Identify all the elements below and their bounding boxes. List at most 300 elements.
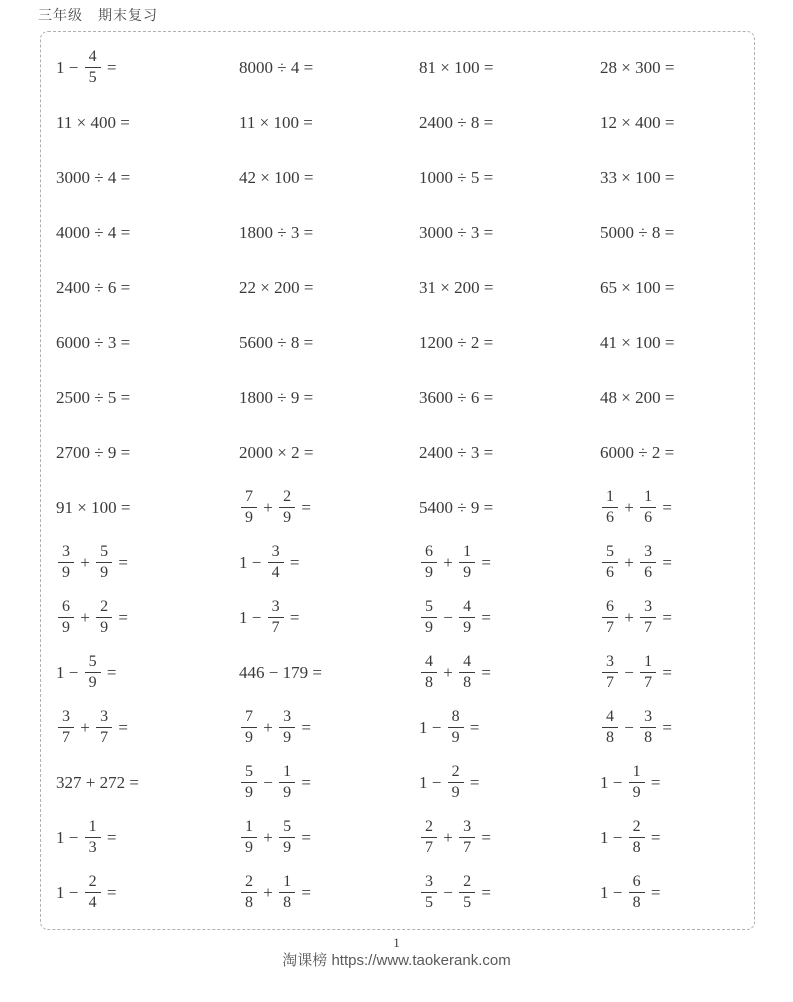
fraction — [279, 763, 295, 803]
fraction — [279, 708, 295, 748]
math-text: 1 − — [419, 772, 446, 792]
math-text: 1 − — [600, 827, 627, 847]
problem-11-1 — [56, 590, 239, 645]
fraction-numerator: 3 — [640, 598, 656, 618]
fraction-numerator: 2 — [459, 873, 475, 893]
fraction-denominator: 7 — [62, 729, 70, 746]
fraction-denominator: 8 — [632, 839, 641, 856]
fraction — [58, 543, 74, 583]
math-text: 1 − — [56, 827, 83, 847]
math-text: = — [477, 827, 491, 847]
problem-12-3 — [419, 645, 600, 700]
math-text: 8000 ÷ 4 = — [239, 57, 314, 77]
math-text: = — [477, 882, 491, 902]
fraction-denominator: 8 — [644, 729, 653, 746]
problem-10-4 — [600, 535, 754, 590]
problem-12-2 — [239, 645, 419, 700]
math-text: − — [439, 607, 458, 627]
fraction-numerator: 2 — [421, 818, 437, 838]
math-text: 327 + 272 = — [56, 772, 139, 792]
fraction — [58, 598, 74, 638]
fraction — [629, 873, 645, 913]
fraction-denominator: 9 — [100, 564, 109, 581]
problem-15-1 — [56, 810, 239, 865]
fraction-denominator: 9 — [283, 729, 292, 746]
fraction-denominator: 7 — [606, 619, 614, 636]
fraction-numerator: 6 — [602, 598, 618, 618]
fraction-numerator: 5 — [279, 818, 295, 838]
math-text: 31 × 200 = — [419, 277, 494, 297]
problem-6-4 — [600, 315, 754, 370]
problem-14-4 — [600, 755, 754, 810]
fraction-numerator: 1 — [640, 488, 656, 508]
fraction-numerator: 3 — [640, 708, 656, 728]
fraction-numerator: 4 — [459, 598, 475, 618]
fraction — [96, 708, 112, 748]
problem-7-4 — [600, 370, 754, 425]
problem-1-2 — [239, 40, 419, 95]
fraction-denominator: 9 — [245, 839, 253, 856]
fraction-numerator: 1 — [602, 488, 618, 508]
math-text: 2400 ÷ 8 = — [419, 112, 494, 132]
fraction-numerator: 1 — [629, 763, 645, 783]
math-text: = — [477, 552, 491, 572]
problem-13-2 — [239, 700, 419, 755]
math-text: = — [646, 882, 661, 902]
fraction-denominator: 6 — [644, 564, 653, 581]
problem-4-2 — [239, 205, 419, 260]
problem-8-1 — [56, 425, 239, 480]
math-text: 1 − — [56, 662, 83, 682]
math-text: 41 × 100 = — [600, 332, 675, 352]
fraction-numerator: 1 — [241, 818, 257, 838]
fraction — [241, 818, 257, 858]
math-text: + — [259, 882, 278, 902]
fraction — [421, 543, 437, 583]
fraction-numerator: 6 — [629, 873, 645, 893]
fraction-numerator: 3 — [459, 818, 475, 838]
problem-9-1 — [56, 480, 239, 535]
problem-16-4 — [600, 865, 754, 920]
math-text: 6000 ÷ 3 = — [56, 332, 131, 352]
math-text: = — [658, 717, 672, 737]
math-text: = — [477, 607, 491, 627]
fraction-numerator: 3 — [268, 543, 284, 563]
fraction — [602, 543, 618, 583]
math-text: 2700 ÷ 9 = — [56, 442, 131, 462]
fraction-numerator: 3 — [640, 543, 656, 563]
math-text: = — [465, 717, 480, 737]
page-number: 1 — [393, 935, 400, 950]
fraction — [58, 708, 74, 748]
math-text: 446 − 179 = — [239, 662, 322, 682]
fraction-numerator: 1 — [640, 653, 656, 673]
fraction-numerator: 5 — [85, 653, 101, 673]
fraction — [459, 543, 475, 583]
fraction-denominator: 5 — [425, 894, 433, 911]
fraction — [85, 48, 101, 88]
problem-15-4 — [600, 810, 754, 865]
fraction-numerator: 7 — [241, 708, 257, 728]
problem-6-1 — [56, 315, 239, 370]
problem-4-3 — [419, 205, 600, 260]
fraction-numerator: 6 — [421, 543, 437, 563]
math-text: 5000 ÷ 8 = — [600, 222, 675, 242]
math-text: 42 × 100 = — [239, 167, 314, 187]
fraction-denominator: 9 — [283, 839, 292, 856]
math-text: 1 − — [56, 882, 83, 902]
problem-13-4 — [600, 700, 754, 755]
fraction-denominator: 9 — [425, 564, 433, 581]
math-text: 91 × 100 = — [56, 497, 131, 517]
math-text: = — [658, 662, 672, 682]
math-text: 11 × 400 = — [56, 112, 130, 132]
fraction-numerator: 7 — [241, 488, 257, 508]
problem-1-1 — [56, 40, 239, 95]
fraction-denominator: 7 — [606, 674, 614, 691]
math-text: 1 − — [600, 772, 627, 792]
problem-12-1 — [56, 645, 239, 700]
math-text: + — [76, 552, 95, 572]
math-text: 28 × 300 = — [600, 57, 675, 77]
problem-5-3 — [419, 260, 600, 315]
fraction — [241, 873, 257, 913]
fraction-numerator: 8 — [448, 708, 464, 728]
fraction-denominator: 3 — [88, 839, 97, 856]
problem-2-1 — [56, 95, 239, 150]
fraction-numerator: 4 — [85, 48, 101, 68]
fraction — [602, 488, 618, 528]
fraction — [279, 818, 295, 858]
fraction-denominator: 9 — [425, 619, 433, 636]
problem-6-2 — [239, 315, 419, 370]
math-text: 3000 ÷ 4 = — [56, 167, 131, 187]
fraction-numerator: 3 — [58, 543, 74, 563]
fraction-numerator: 3 — [279, 708, 295, 728]
problem-14-1 — [56, 755, 239, 810]
fraction-denominator: 7 — [100, 729, 109, 746]
fraction — [459, 818, 475, 858]
page-title: 三年级 期末复习 — [38, 9, 158, 24]
fraction — [85, 818, 101, 858]
fraction-numerator: 4 — [421, 653, 437, 673]
math-text: + — [439, 662, 458, 682]
fraction — [268, 598, 284, 638]
fraction — [421, 818, 437, 858]
fraction — [241, 708, 257, 748]
math-text: 2400 ÷ 3 = — [419, 442, 494, 462]
math-text: = — [646, 772, 661, 792]
fraction-denominator: 9 — [245, 509, 253, 526]
problem-3-1 — [56, 150, 239, 205]
math-text: + — [439, 552, 458, 572]
problem-10-2 — [239, 535, 419, 590]
fraction-numerator: 4 — [602, 708, 618, 728]
fraction — [602, 598, 618, 638]
problem-9-2 — [239, 480, 419, 535]
fraction-denominator: 6 — [606, 564, 614, 581]
fraction — [602, 708, 618, 748]
math-text: 1000 ÷ 5 = — [419, 167, 494, 187]
math-text: − — [620, 662, 639, 682]
problem-3-3 — [419, 150, 600, 205]
problem-4-4 — [600, 205, 754, 260]
fraction-denominator: 8 — [245, 894, 253, 911]
fraction-denominator: 9 — [451, 784, 460, 801]
math-text: = — [102, 827, 117, 847]
fraction-numerator: 1 — [459, 543, 475, 563]
fraction-numerator: 5 — [602, 543, 618, 563]
fraction-numerator: 6 — [58, 598, 74, 618]
math-text: 2400 ÷ 6 = — [56, 277, 131, 297]
problem-5-1 — [56, 260, 239, 315]
fraction-numerator: 2 — [279, 488, 295, 508]
problems-box — [40, 31, 755, 930]
problem-2-3 — [419, 95, 600, 150]
problem-6-3 — [419, 315, 600, 370]
fraction-denominator: 5 — [463, 894, 472, 911]
math-text: + — [620, 552, 639, 572]
math-text: 81 × 100 = — [419, 57, 494, 77]
fraction-denominator: 7 — [425, 839, 433, 856]
math-text: + — [76, 717, 95, 737]
fraction-numerator: 2 — [85, 873, 101, 893]
problem-3-4 — [600, 150, 754, 205]
math-text: = — [102, 57, 117, 77]
problem-5-2 — [239, 260, 419, 315]
fraction-numerator: 5 — [241, 763, 257, 783]
fraction-denominator: 9 — [62, 619, 70, 636]
math-text: − — [259, 772, 278, 792]
math-text: = — [102, 662, 117, 682]
fraction-denominator: 9 — [283, 509, 292, 526]
fraction — [421, 653, 437, 693]
fraction-numerator: 4 — [459, 653, 475, 673]
fraction-denominator: 4 — [88, 894, 97, 911]
problem-8-3 — [419, 425, 600, 480]
math-text: 6000 ÷ 2 = — [600, 442, 675, 462]
math-text: 1 − — [239, 607, 266, 627]
fraction — [640, 598, 656, 638]
problem-14-3 — [419, 755, 600, 810]
math-text: = — [285, 607, 300, 627]
math-text: 5600 ÷ 8 = — [239, 332, 314, 352]
fraction-denominator: 9 — [62, 564, 70, 581]
math-text: + — [620, 607, 639, 627]
fraction-denominator: 8 — [632, 894, 641, 911]
problem-10-3 — [419, 535, 600, 590]
math-text: 33 × 100 = — [600, 167, 675, 187]
math-text: = — [114, 717, 128, 737]
fraction — [640, 543, 656, 583]
fraction-denominator: 8 — [463, 674, 472, 691]
fraction-denominator: 9 — [245, 784, 253, 801]
fraction-numerator: 3 — [268, 598, 284, 618]
problem-1-3 — [419, 40, 600, 95]
problem-2-4 — [600, 95, 754, 150]
math-text: 22 × 200 = — [239, 277, 314, 297]
problem-8-2 — [239, 425, 419, 480]
fraction-numerator: 5 — [96, 543, 112, 563]
math-text: 1 − — [600, 882, 627, 902]
fraction-numerator: 2 — [448, 763, 464, 783]
problem-14-2 — [239, 755, 419, 810]
math-text: = — [658, 607, 672, 627]
math-text: = — [297, 772, 311, 792]
fraction-numerator: 5 — [421, 598, 437, 618]
problem-13-1 — [56, 700, 239, 755]
math-text: = — [465, 772, 480, 792]
problem-4-1 — [56, 205, 239, 260]
problem-3-2 — [239, 150, 419, 205]
problem-16-3 — [419, 865, 600, 920]
math-text: − — [620, 717, 639, 737]
math-text: = — [477, 662, 491, 682]
math-text: = — [297, 717, 311, 737]
fraction-numerator: 1 — [279, 763, 295, 783]
fraction-denominator: 9 — [632, 784, 641, 801]
math-text: − — [439, 882, 458, 902]
math-text: 1200 ÷ 2 = — [419, 332, 494, 352]
fraction-numerator: 2 — [629, 818, 645, 838]
math-text: 4000 ÷ 4 = — [56, 222, 131, 242]
math-text: 2500 ÷ 5 = — [56, 387, 131, 407]
problem-1-4 — [600, 40, 754, 95]
fraction-denominator: 7 — [271, 619, 280, 636]
math-text: 1 − — [56, 57, 83, 77]
problem-9-3 — [419, 480, 600, 535]
math-text: 48 × 200 = — [600, 387, 675, 407]
fraction — [459, 653, 475, 693]
fraction-numerator: 1 — [279, 873, 295, 893]
fraction-denominator: 4 — [271, 564, 280, 581]
fraction-numerator: 3 — [96, 708, 112, 728]
math-text: = — [102, 882, 117, 902]
problem-16-1 — [56, 865, 239, 920]
math-text: = — [658, 552, 672, 572]
fraction — [85, 653, 101, 693]
math-text: = — [285, 552, 300, 572]
fraction — [629, 818, 645, 858]
math-text: = — [114, 552, 128, 572]
fraction — [602, 653, 618, 693]
fraction-denominator: 9 — [88, 674, 97, 691]
math-text: + — [620, 497, 639, 517]
problems-grid — [41, 32, 754, 929]
problem-7-3 — [419, 370, 600, 425]
problem-2-2 — [239, 95, 419, 150]
fraction — [241, 488, 257, 528]
fraction-denominator: 7 — [644, 674, 653, 691]
math-text: 1800 ÷ 3 = — [239, 222, 314, 242]
fraction — [268, 543, 284, 583]
math-text: = — [297, 827, 311, 847]
fraction — [279, 873, 295, 913]
problem-12-4 — [600, 645, 754, 700]
fraction — [421, 598, 437, 638]
fraction — [241, 763, 257, 803]
math-text: + — [259, 827, 278, 847]
fraction-numerator: 1 — [85, 818, 101, 838]
math-text: = — [658, 497, 672, 517]
math-text: 5400 ÷ 9 = — [419, 497, 494, 517]
fraction — [448, 763, 464, 803]
fraction — [279, 488, 295, 528]
fraction-denominator: 9 — [463, 564, 472, 581]
fraction-denominator: 7 — [463, 839, 472, 856]
problem-16-2 — [239, 865, 419, 920]
fraction-denominator: 6 — [644, 509, 653, 526]
fraction-denominator: 7 — [644, 619, 653, 636]
fraction-numerator: 3 — [421, 873, 437, 893]
math-text: 65 × 100 = — [600, 277, 675, 297]
fraction — [96, 543, 112, 583]
problem-11-3 — [419, 590, 600, 645]
math-text: 12 × 400 = — [600, 112, 675, 132]
math-text: 3600 ÷ 6 = — [419, 387, 494, 407]
math-text: + — [259, 717, 278, 737]
fraction — [640, 708, 656, 748]
fraction — [96, 598, 112, 638]
math-text: = — [297, 882, 311, 902]
fraction — [640, 653, 656, 693]
fraction-denominator: 9 — [463, 619, 472, 636]
math-text: + — [259, 497, 278, 517]
fraction — [85, 873, 101, 913]
problem-10-1 — [56, 535, 239, 590]
math-text: 3000 ÷ 3 = — [419, 222, 494, 242]
fraction-numerator: 3 — [58, 708, 74, 728]
fraction-denominator: 9 — [100, 619, 109, 636]
problem-15-3 — [419, 810, 600, 865]
fraction-denominator: 6 — [606, 509, 614, 526]
fraction — [459, 873, 475, 913]
problem-9-4 — [600, 480, 754, 535]
fraction-numerator: 2 — [241, 873, 257, 893]
math-text: = — [646, 827, 661, 847]
fraction-denominator: 9 — [283, 784, 292, 801]
math-text: 11 × 100 = — [239, 112, 313, 132]
fraction-numerator: 3 — [602, 653, 618, 673]
problem-8-4 — [600, 425, 754, 480]
math-text: + — [439, 827, 458, 847]
fraction — [448, 708, 464, 748]
fraction-denominator: 8 — [425, 674, 433, 691]
problem-11-4 — [600, 590, 754, 645]
problem-11-2 — [239, 590, 419, 645]
problem-7-1 — [56, 370, 239, 425]
math-text: = — [297, 497, 311, 517]
fraction-denominator: 9 — [245, 729, 253, 746]
problem-7-2 — [239, 370, 419, 425]
math-text: 1800 ÷ 9 = — [239, 387, 314, 407]
footer-site-link: 淘课榜 https://www.taokerank.com — [282, 952, 511, 969]
math-text: 2000 × 2 = — [239, 442, 314, 462]
math-text: 1 − — [419, 717, 446, 737]
problem-15-2 — [239, 810, 419, 865]
fraction-denominator: 9 — [451, 729, 460, 746]
math-text: = — [114, 607, 128, 627]
fraction-denominator: 8 — [283, 894, 292, 911]
problem-5-4 — [600, 260, 754, 315]
fraction-denominator: 5 — [88, 69, 97, 86]
fraction-denominator: 8 — [606, 729, 614, 746]
math-text: + — [76, 607, 95, 627]
math-text: 1 − — [239, 552, 266, 572]
fraction — [629, 763, 645, 803]
fraction — [421, 873, 437, 913]
problem-13-3 — [419, 700, 600, 755]
